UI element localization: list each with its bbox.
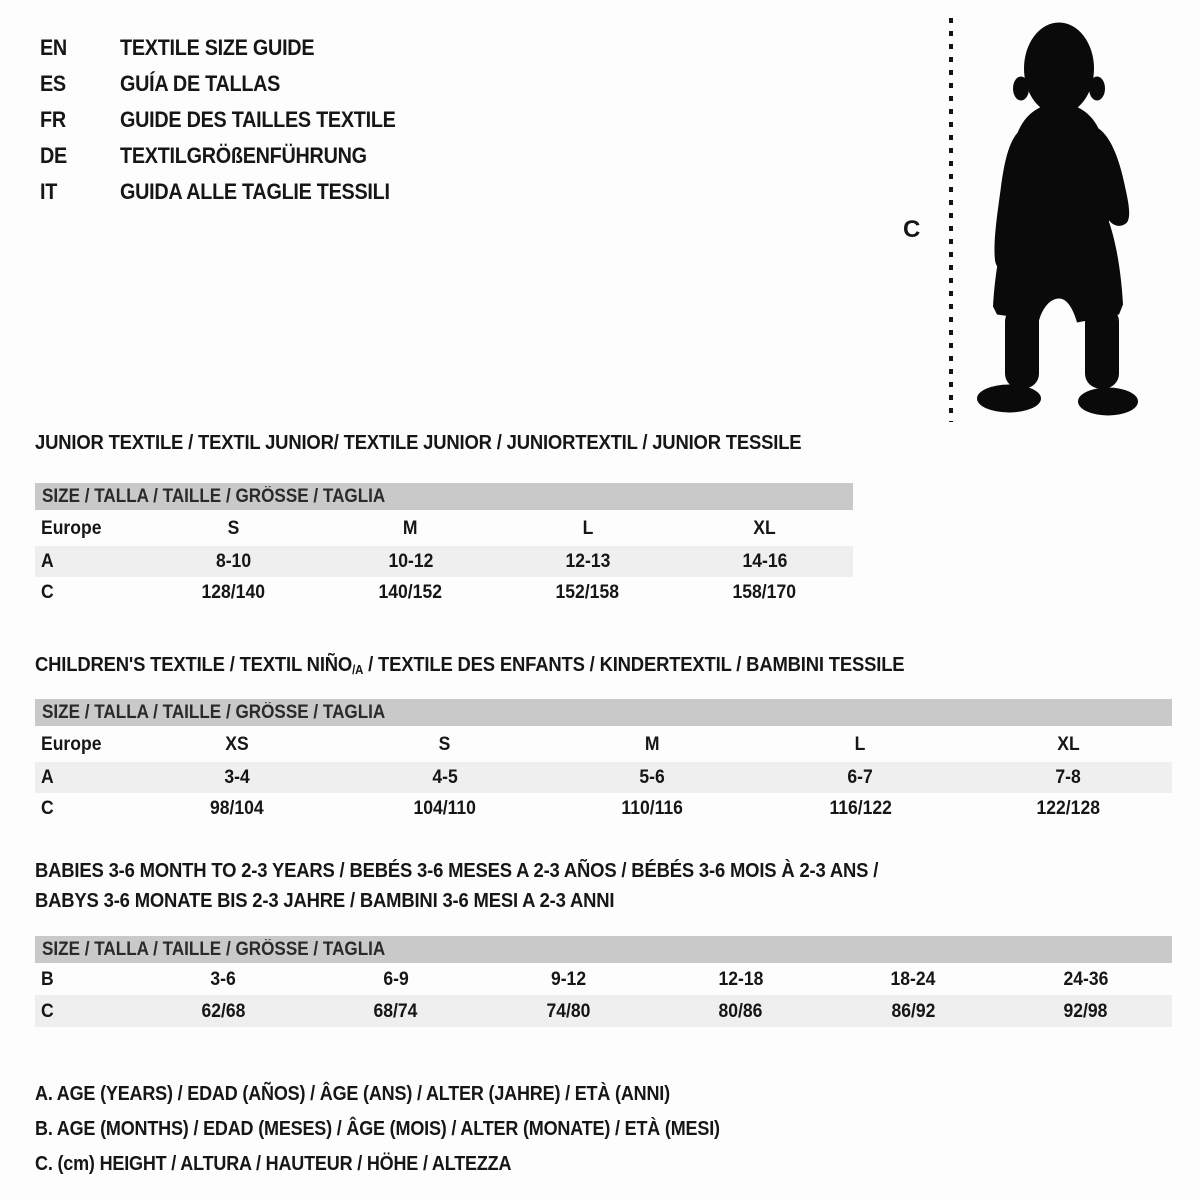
children-columns-row — [35, 726, 1172, 762]
toddler-silhouette-icon — [969, 14, 1145, 424]
cell-value: 3-4 — [224, 766, 250, 789]
cell-value: 12-13 — [565, 550, 610, 572]
size-column: M — [645, 732, 660, 755]
cell-value: 8-10 — [215, 550, 252, 572]
lang-row-es — [40, 66, 426, 102]
cell-value: 62/68 — [201, 999, 246, 1022]
lang-label: GUIDE DES TAILLES TEXTILE — [120, 107, 396, 132]
lang-row-it — [40, 174, 426, 210]
section-babies-textile — [35, 856, 1172, 1027]
cell-value: 6-9 — [383, 967, 409, 990]
legend — [35, 1077, 1172, 1182]
lang-label: TEXTILE SIZE GUIDE — [120, 35, 315, 60]
lang-label: GUIDA ALLE TAGLIE TESSILI — [120, 179, 390, 204]
cell-value: 128/140 — [201, 581, 266, 603]
section-junior-textile — [35, 430, 1172, 608]
babies-section-title: BABIES 3-6 MONTH TO 2-3 YEARS / BEBÉS 3-6 MESES A 2-3 AÑOS / BÉBÉS 3-6 MOIS À 2-3 ANS / BABYS 3-6 MONATE BIS 2-3 JAHRE / BAMBINI 3-6 MESI A 2-3 ANNI — [35, 859, 879, 913]
region-label: Europe — [41, 516, 102, 539]
babies-row-height — [35, 995, 1172, 1027]
children-size-header-bar: SIZE / TALLA / TAILLE / GRÖSSE / TAGLIA — [35, 699, 1172, 726]
children-section-title: CHILDREN'S TEXTILE / TEXTIL NIÑO/A / TEXTILE DES ENFANTS / KINDERTEXTIL / BAMBINI TESSILE — [35, 653, 905, 678]
cell-value: 24-36 — [1063, 967, 1109, 990]
cell-value: 10-12 — [388, 550, 433, 572]
children-row-age — [35, 762, 1172, 793]
cell-value: 158/170 — [732, 581, 797, 603]
height-measure-figure — [903, 14, 1175, 432]
cell-value: 14-16 — [742, 550, 787, 572]
cell-value: 5-6 — [639, 766, 666, 789]
row-label: A — [41, 550, 54, 572]
size-column: XL — [1056, 732, 1080, 755]
row-label: C — [41, 581, 54, 603]
cell-value: 122/128 — [1036, 797, 1100, 820]
junior-columns-row — [35, 510, 853, 546]
cell-value: 98/104 — [210, 797, 264, 820]
legend-line-b: B. AGE (MONTHS) / EDAD (MESES) / ÂGE (MOIS) / ALTER (MONATE) / ETÀ (MESI) — [35, 1118, 720, 1141]
language-list — [40, 30, 426, 210]
cell-value: 110/116 — [621, 797, 684, 820]
children-row-height — [35, 793, 1172, 824]
lang-label: TEXTILGRÖßENFÜHRUNG — [120, 143, 367, 168]
section-children-textile — [35, 652, 1172, 824]
size-column: M — [403, 516, 418, 539]
row-label: B — [41, 967, 54, 990]
cell-value: 140/152 — [378, 581, 443, 603]
cell-value: 86/92 — [891, 999, 936, 1022]
babies-size-header-bar: SIZE / TALLA / TAILLE / GRÖSSE / TAGLIA — [35, 936, 1172, 963]
height-measure-dashed-line — [948, 18, 954, 422]
size-column: L — [854, 732, 866, 755]
babies-row-months — [35, 963, 1172, 995]
cell-value: 4-5 — [432, 766, 458, 789]
cell-value: 68/74 — [373, 999, 418, 1022]
cell-value: 6-7 — [847, 766, 873, 789]
lang-label: GUÍA DE TALLAS — [120, 71, 281, 96]
cell-value: 9-12 — [550, 967, 586, 990]
size-column: XS — [225, 732, 249, 755]
cell-value: 74/80 — [546, 999, 591, 1022]
children-size-table — [35, 726, 1172, 824]
lang-code: DE — [40, 143, 67, 168]
lang-code: IT — [40, 179, 58, 204]
cell-value: 18-24 — [890, 967, 936, 990]
cell-value: 152/158 — [555, 581, 620, 603]
size-guide-content — [35, 430, 1172, 1182]
size-column: L — [582, 516, 593, 539]
row-label: C — [41, 999, 54, 1022]
cell-value: 104/110 — [413, 797, 476, 820]
row-label: C — [41, 797, 54, 820]
junior-row-height — [35, 577, 853, 608]
lang-code: ES — [40, 71, 66, 96]
junior-size-header-bar: SIZE / TALLA / TAILLE / GRÖSSE / TAGLIA — [35, 483, 853, 510]
cell-value: 116/122 — [829, 797, 892, 820]
lang-row-en — [40, 30, 426, 66]
lang-code: FR — [40, 107, 66, 132]
cell-value: 7-8 — [1055, 766, 1081, 789]
size-column: XL — [753, 516, 776, 539]
region-label: Europe — [41, 732, 102, 755]
junior-size-table — [35, 510, 853, 608]
legend-line-c: C. (cm) HEIGHT / ALTURA / HAUTEUR / HÖHE / ALTEZZA — [35, 1153, 512, 1176]
lang-row-fr — [40, 102, 426, 138]
cell-value: 80/86 — [718, 999, 763, 1022]
junior-section-title: JUNIOR TEXTILE / TEXTIL JUNIOR/ TEXTILE JUNIOR / JUNIORTEXTIL / JUNIOR TESSILE — [35, 431, 802, 454]
size-column: S — [227, 516, 240, 539]
legend-line-a: A. AGE (YEARS) / EDAD (AÑOS) / ÂGE (ANS) / ALTER (JAHRE) / ETÀ (ANNI) — [35, 1083, 670, 1106]
row-label: A — [41, 766, 54, 789]
nino-a-subscript: /A — [352, 662, 364, 678]
cell-value: 92/98 — [1063, 999, 1108, 1022]
junior-row-age — [35, 546, 853, 577]
size-column: S — [438, 732, 451, 755]
cell-value: 12-18 — [718, 967, 764, 990]
babies-size-table — [35, 963, 1172, 1027]
measure-c-label: C — [903, 216, 921, 243]
lang-code: EN — [40, 35, 67, 60]
lang-row-de — [40, 138, 426, 174]
cell-value: 3-6 — [210, 967, 236, 990]
